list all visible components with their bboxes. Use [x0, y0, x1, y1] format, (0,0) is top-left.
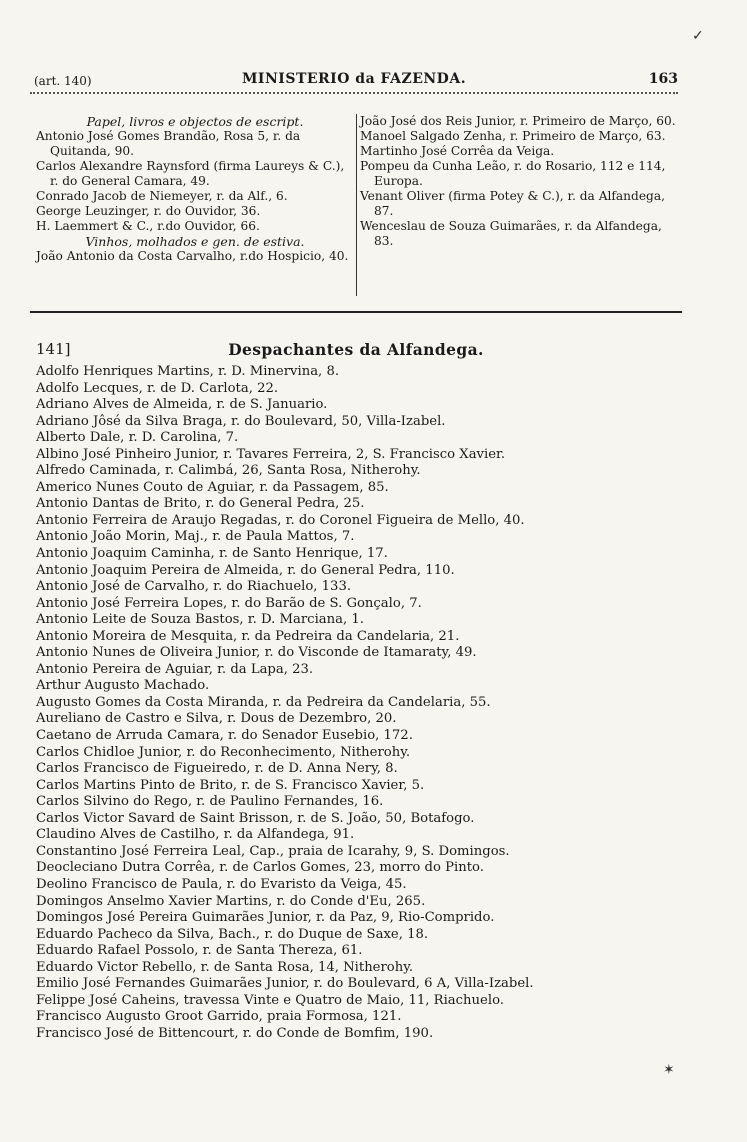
left-column: [36, 114, 354, 264]
list-item: Americo Nunes Couto de Aguiar, r. da Passagem, 85.: [36, 479, 389, 495]
right-column: [360, 114, 676, 249]
list-item: Carlos Francisco de Figueiredo, r. de D. Anna Nery, 8.: [36, 761, 398, 777]
list-item: Manoel Salgado Zenha, r. Primeiro de Março, 63.: [360, 129, 666, 143]
list-item: George Leuzinger, r. do Ouvidor, 36.: [36, 204, 261, 218]
list-item: Antonio Leite de Souza Bastos, r. D. Marciana, 1.: [36, 612, 364, 628]
list-item: Albino José Pinheiro Junior, r. Tavares Ferreira, 2, S. Francisco Xavier.: [36, 446, 506, 462]
list-item: Martinho José Corrêa da Veiga.: [360, 144, 555, 158]
list-item: Antonio Pereira de Aguiar, r. da Lapa, 23.: [36, 661, 314, 677]
ink-speck-icon: ✓: [692, 28, 704, 44]
left-column-title: Papel, livros e objectos de escript.: [86, 114, 304, 129]
list-item: Antonio José Ferreira Lopes, r. do Barão de S. Gonçalo, 7.: [36, 595, 422, 611]
list-item: Domingos Anselmo Xavier Martins, r. do Conde d'Eu, 265.: [36, 893, 426, 909]
left-column-title-2: Vinhos, molhados e gen. de estiva.: [85, 234, 305, 249]
list-item: Carlos Victor Savard de Saint Brisson, r. de S. João, 50, Botafogo.: [36, 810, 475, 826]
page-number: 163: [648, 71, 678, 87]
list-item: Eduardo Pacheco da Silva, Bach., r. do Duque de Saxe, 18.: [36, 926, 429, 942]
list-item: Augusto Gomes da Costa Miranda, r. da Pedreira da Candelaria, 55.: [36, 694, 491, 710]
list-item: Adriano Jôsé da Silva Braga, r. do Boulevard, 50, Villa-Izabel.: [36, 413, 446, 429]
list-item: Arthur Augusto Machado.: [36, 678, 210, 694]
column-divider: [356, 114, 357, 296]
header-rule: [30, 92, 678, 94]
list-item: Claudino Alves de Castilho, r. da Alfandega, 91.: [36, 827, 355, 843]
list-item: Felippe José Caheins, travessa Vinte e Quatro de Maio, 11, Riachuelo.: [36, 992, 504, 1008]
list-item: Francisco José de Bittencourt, r. do Conde de Bomfim, 190.: [36, 1025, 434, 1041]
list-item: Alfredo Caminada, r. Calimbá, 26, Santa Rosa, Nitherohy.: [36, 463, 421, 479]
list-item: João José dos Reis Junior, r. Primeiro de Março, 60.: [360, 114, 676, 128]
section-heading-row: [36, 340, 676, 360]
list-item: Antonio Joaquim Pereira de Almeida, r. do General Pedra, 110.: [36, 562, 455, 578]
list-item: Aureliano de Castro e Silva, r. Dous de Dezembro, 20.: [36, 711, 397, 727]
list-item: Adriano Alves de Almeida, r. de S. Januario.: [36, 397, 328, 413]
list-item: Conrado Jacob de Niemeyer, r. da Alf., 6.: [36, 189, 288, 203]
list-item: Deocleciano Dutra Corrêa, r. de Carlos Gomes, 23, morro do Pinto.: [36, 860, 484, 876]
list-item: Wenceslau de Souza Guimarães, r. da Alfandega, 83.: [360, 219, 662, 248]
section-number: 141]: [36, 340, 71, 358]
list-item: Constantino José Ferreira Leal, Cap., praia de Icarahy, 9, S. Domingos.: [36, 843, 510, 859]
list-item: Domingos José Pereira Guimarães Junior, r. da Paz, 9, Rio-Comprido.: [36, 910, 495, 926]
running-header: [30, 70, 678, 92]
list-item: Antonio Moreira de Mesquita, r. da Pedreira da Candelaria, 21.: [36, 628, 460, 644]
list-item: Antonio José de Carvalho, r. do Riachuelo, 133.: [36, 579, 352, 595]
list-item: Carlos Martins Pinto de Brito, r. de S. Francisco Xavier, 5.: [36, 777, 425, 793]
running-title: MINISTERIO da FAZENDA.: [241, 71, 467, 87]
list-item: Antonio Joaquim Caminha, r. de Santo Henrique, 17.: [36, 546, 388, 562]
despachantes-list: [36, 364, 696, 1042]
list-item: Adolfo Henriques Martins, r. D. Minervina, 8.: [36, 364, 340, 379]
list-item: Antonio José Gomes Brandão, Rosa 5, r. da Quitanda, 90.: [36, 129, 301, 158]
two-column-block: [36, 114, 676, 304]
list-item: Antonio Ferreira de Araujo Regadas, r. do Coronel Figueira de Mello, 40.: [36, 512, 525, 528]
article-ref: (art. 140): [34, 74, 92, 88]
list-item: Venant Oliver (firma Potey & C.), r. da Alfandega, 87.: [360, 189, 665, 218]
list-item: Antonio Nunes de Oliveira Junior, r. do Visconde de Itamaraty, 49.: [36, 645, 477, 661]
list-item: Antonio João Morin, Maj., r. de Paula Mattos, 7.: [36, 529, 355, 545]
list-item: Carlos Silvino do Rego, r. de Paulino Fernandes, 16.: [36, 794, 384, 810]
list-item: Caetano de Arruda Camara, r. do Senador Eusebio, 172.: [36, 728, 413, 744]
list-item: Alberto Dale, r. D. Carolina, 7.: [36, 430, 239, 446]
list-item: Antonio Dantas de Brito, r. do General Pedra, 25.: [36, 496, 365, 512]
list-item: H. Laemmert & C., r.do Ouvidor, 66.: [36, 219, 260, 233]
list-item: Eduardo Rafael Possolo, r. de Santa Thereza, 61.: [36, 943, 363, 959]
section-rule: [30, 311, 682, 313]
list-item: Eduardo Victor Rebello, r. de Santa Rosa, 14, Nitherohy.: [36, 959, 414, 975]
list-item: Carlos Chidloe Junior, r. do Reconhecimento, Nitherohy.: [36, 744, 411, 760]
list-item: João Antonio da Costa Carvalho, r.do Hospicio, 40.: [36, 249, 349, 263]
list-item: Pompeu da Cunha Leão, r. do Rosario, 112 e 114, Europa.: [360, 159, 666, 188]
list-item: Carlos Alexandre Raynsford (firma Laureys & C.), r. do General Camara, 49.: [36, 159, 345, 188]
section-title: Despachantes da Alfandega.: [228, 340, 484, 359]
ink-speck-icon: ✶: [663, 1062, 675, 1078]
list-item: Adolfo Lecques, r. de D. Carlota, 22.: [36, 380, 279, 396]
list-item: Deolino Francisco de Paula, r. do Evaristo da Veiga, 45.: [36, 876, 407, 892]
list-item: Emilio José Fernandes Guimarães Junior, r. do Boulevard, 6 A, Villa-Izabel.: [36, 976, 534, 992]
list-item: Francisco Augusto Groot Garrido, praia Formosa, 121.: [36, 1009, 402, 1025]
